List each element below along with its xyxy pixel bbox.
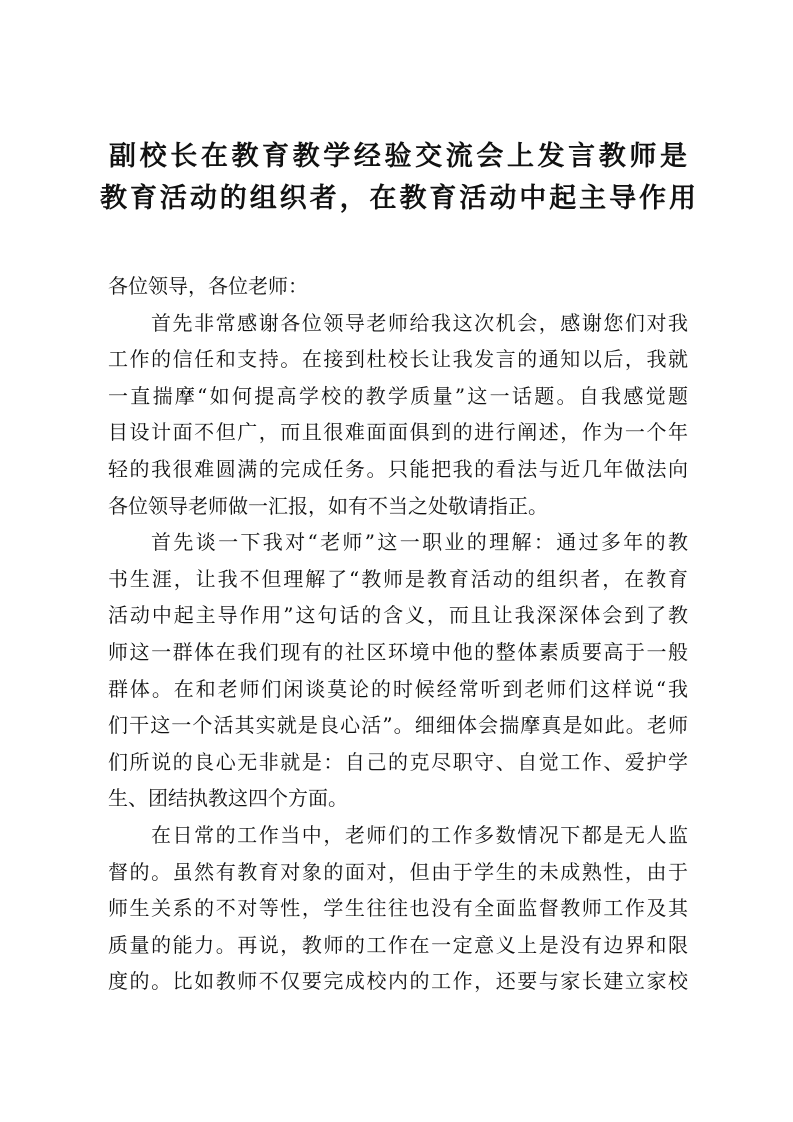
text-line: 群体。在和老师们闲谈莫论的时候经常听到老师们这样说“我 [108,676,688,701]
text-line: 一直揣摩“如何提高学校的教学质量”这一话题。自我感觉题 [108,383,688,408]
text-line: 各位领导，各位老师： [108,274,308,298]
title-line: 副校长在教育教学经验交流会上发言教师是 [109,141,687,172]
text-line: 轻的我很难圆满的完成任务。只能把我的看法与近几年做法向 [108,456,688,481]
text-line: 度的。比如教师不仅要完成校内的工作，还要与家长建立家校 [108,969,688,994]
document-body [108,268,688,1000]
text-line: 质量的能力。再说，教师的工作在一定意义上是没有边界和限 [108,932,688,957]
text-line: 目设计面不但广，而且很难面面俱到的进行阐述，作为一个年 [108,420,688,445]
text-line: 在日常的工作当中，老师们的工作多数情况下都是无人监 [151,822,688,847]
salutation [108,268,688,305]
text-line: 们干这一个活其实就是良心活”。细细体会揣摩真是如此。老师 [108,713,688,738]
text-line: 生、团结执教这四个方面。 [108,786,348,811]
paragraph [108,817,688,1000]
paragraph [108,305,688,525]
paragraph [108,524,688,817]
text-line: 书生涯，让我不但理解了“教师是教育活动的组织者，在教育 [108,566,688,591]
text-line: 首先非常感谢各位领导老师给我这次机会，感谢您们对我 [151,310,688,335]
text-line: 督的。虽然有教育对象的面对，但由于学生的未成熟性，由于 [108,859,688,884]
text-line: 师生关系的不对等性，学生往往也没有全面监督教师工作及其 [108,896,688,921]
text-line: 各位领导老师做一汇报，如有不当之处敬请指正。 [108,493,548,518]
title-line: 教育活动的组织者，在教育活动中起主导作用 [100,183,696,214]
text-line: 活动中起主导作用”这句话的含义，而且让我深深体会到了教 [108,603,688,628]
document-title [100,136,696,220]
text-line: 首先谈一下我对“老师”这一职业的理解：通过多年的教 [151,530,688,555]
text-line: 师这一群体在我们现有的社区环境中他的整体素质要高于一般 [108,639,688,664]
text-line: 们所说的良心无非就是：自己的克尽职守、自觉工作、爱护学 [108,749,688,774]
text-line: 工作的信任和支持。在接到杜校长让我发言的通知以后，我就 [108,347,688,372]
